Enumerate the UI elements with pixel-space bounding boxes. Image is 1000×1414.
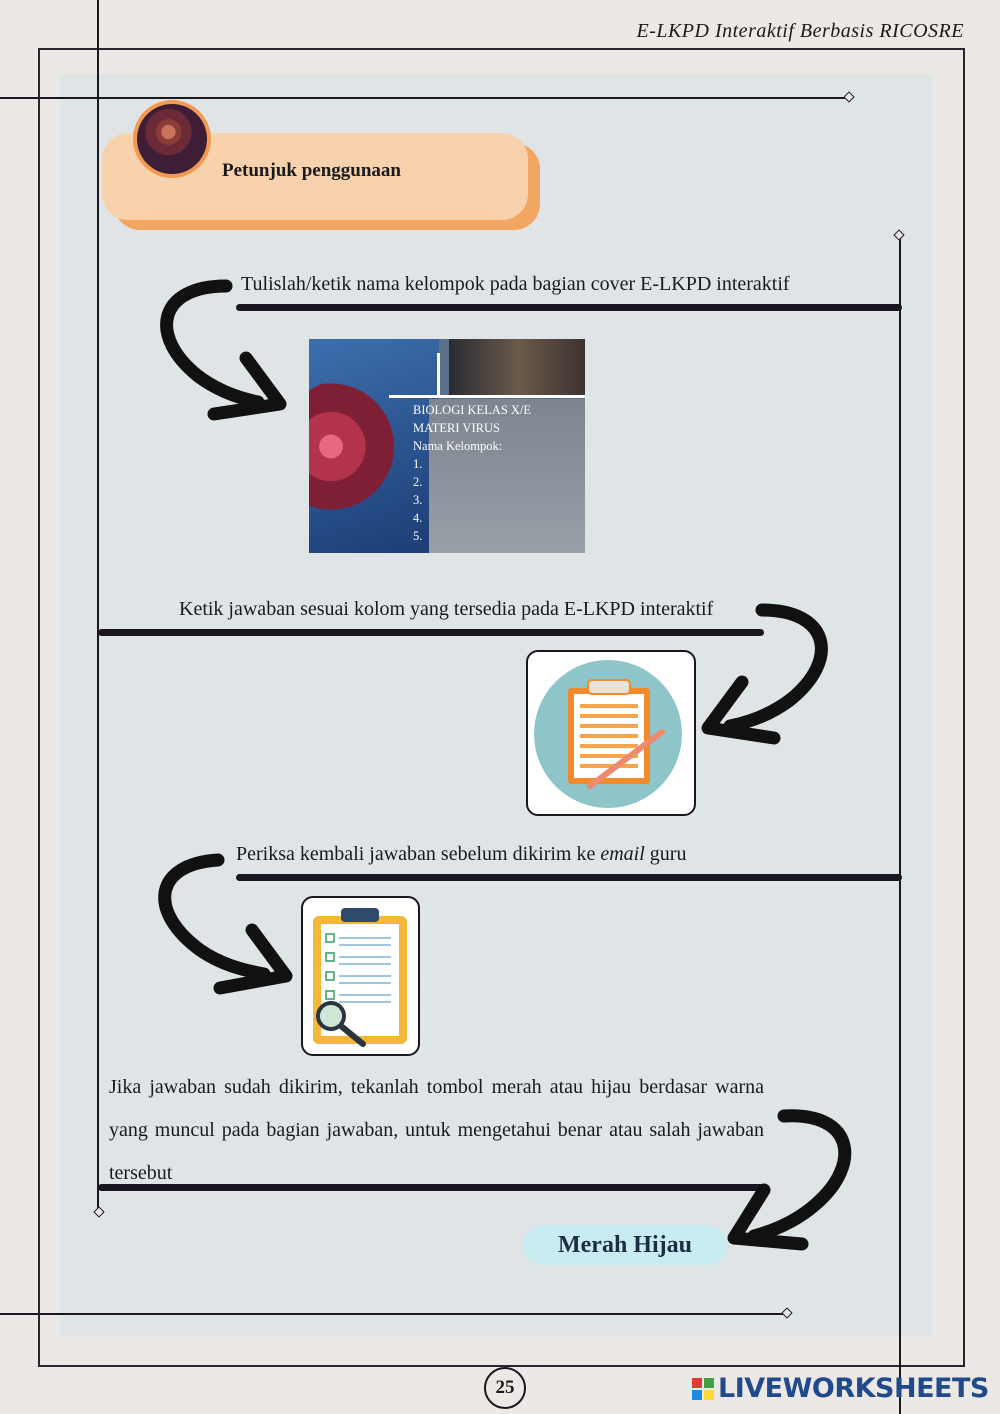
horizontal-rule-bottom (0, 1313, 788, 1315)
cover-preview-image (309, 339, 585, 553)
curved-arrow-icon (720, 1104, 866, 1254)
step-2-underline (98, 629, 764, 636)
liveworksheets-brand: LIVEWORKSHEETS (692, 1373, 989, 1404)
curved-arrow-icon (148, 850, 294, 996)
virus-icon (133, 100, 211, 178)
paragraph-underline (98, 1184, 764, 1191)
instruction-paragraph: Jika jawaban sudah dikirim, tekanlah tombol merah atau hijau berdasar warna yang muncul pada bagian jawaban, untuk mengetahui benar atau salah jawaban tersebut (109, 1076, 764, 1184)
document-header-title: E-LKPD Interaktif Berbasis RICOSRE (636, 20, 964, 42)
step-3-underline (236, 874, 902, 881)
clipboard-pencil-icon (528, 652, 694, 814)
page-number: 25 (484, 1367, 526, 1409)
step-1-underline (236, 304, 902, 311)
vertical-rule-left (97, 0, 99, 1214)
section-title: Petunjuk penggunaan (222, 160, 401, 181)
horizontal-rule-top (0, 97, 850, 99)
checklist-magnifier-icon (303, 898, 418, 1054)
merah-hijau-button[interactable]: Merah Hijau (523, 1225, 727, 1265)
curved-arrow-icon (700, 600, 840, 746)
step-3-text: Periksa kembali jawaban sebelum dikirim ke email guru (236, 843, 687, 865)
liveworksheets-logo-icon (692, 1378, 714, 1400)
cover-text: BIOLOGI KELAS X/E MATERI VIRUS Nama Kelompok: 1. 2. 3. 4. 5. (413, 403, 532, 543)
step-1-text: Tulislah/ketik nama kelompok pada bagian cover E-LKPD interaktif (241, 273, 790, 295)
clipboard-icon-card (526, 650, 696, 816)
checklist-icon-card (301, 896, 420, 1056)
step-2-text: Ketik jawaban sesuai kolom yang tersedia pada E-LKPD interaktif (179, 598, 714, 620)
vertical-rule-right (899, 236, 901, 1414)
curved-arrow-icon (148, 276, 288, 422)
